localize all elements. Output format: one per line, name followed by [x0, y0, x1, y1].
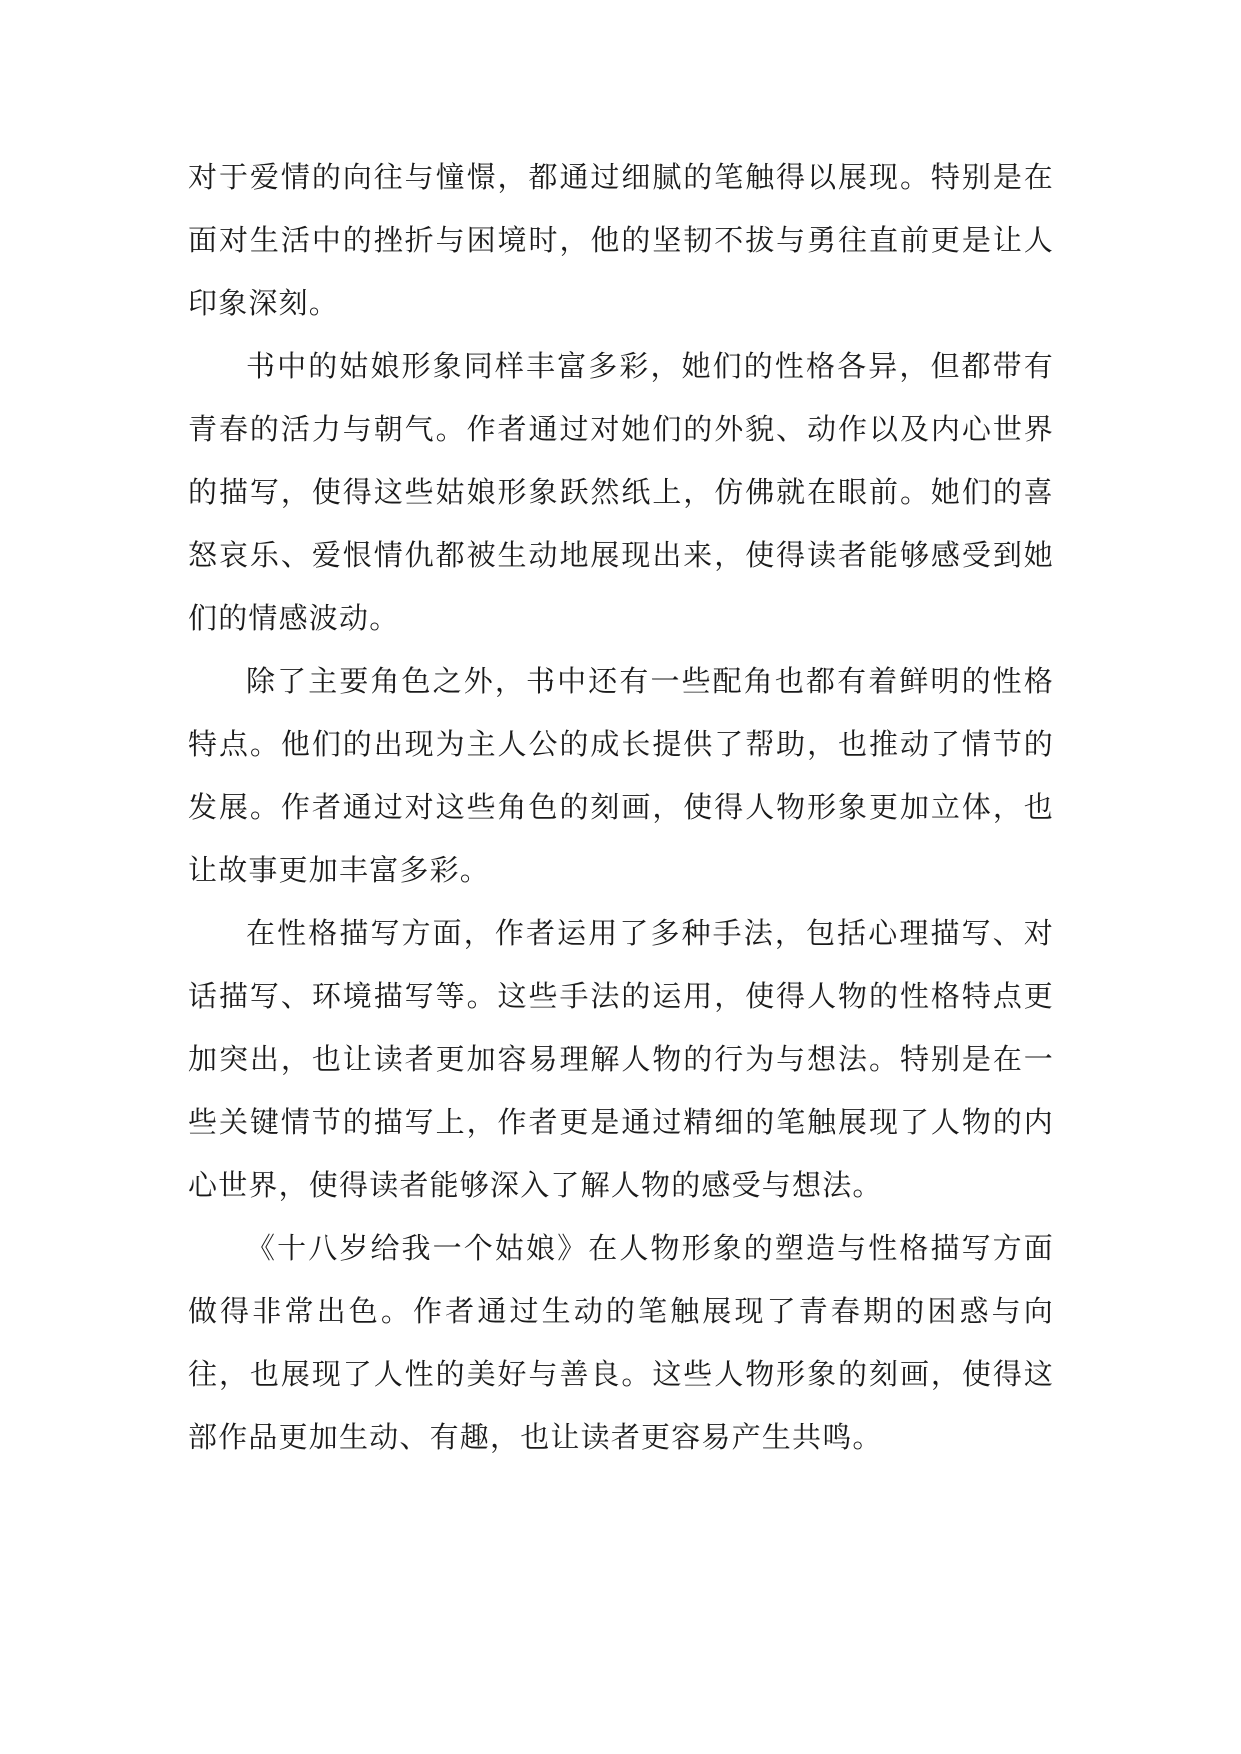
body-text	[188, 146, 1054, 1469]
paragraph-3: 除了主要角色之外，书中还有一些配角也都有着鲜明的性格特点。他们的出现为主人公的成长提供了帮助，也推动了情节的发展。作者通过对这些角色的刻画，使得人物形象更加立体，也让故事更加丰富多彩。	[188, 664, 1054, 887]
paragraph-2: 书中的姑娘形象同样丰富多彩，她们的性格各异，但都带有青春的活力与朝气。作者通过对她们的外貌、动作以及内心世界的描写，使得这些姑娘形象跃然纸上，仿佛就在眼前。她们的喜怒哀乐、爱恨情仇都被生动地展现出来，使得读者能够感受到她们的情感波动。	[188, 349, 1054, 635]
paragraph-4: 在性格描写方面，作者运用了多种手法，包括心理描写、对话描写、环境描写等。这些手法的运用，使得人物的性格特点更加突出，也让读者更加容易理解人物的行为与想法。特别是在一些关键情节的描写上，作者更是通过精细的笔触展现了人物的内心世界，使得读者能够深入了解人物的感受与想法。	[188, 916, 1054, 1202]
paragraph-5: 《十八岁给我一个姑娘》在人物形象的塑造与性格描写方面做得非常出色。作者通过生动的笔触展现了青春期的困惑与向往，也展现了人性的美好与善良。这些人物形象的刻画，使得这部作品更加生动、有趣，也让读者更容易产生共鸣。	[188, 1231, 1054, 1454]
paragraph-1: 对于爱情的向往与憧憬，都通过细腻的笔触得以展现。特别是在面对生活中的挫折与困境时，他的坚韧不拔与勇往直前更是让人印象深刻。	[188, 160, 1054, 320]
